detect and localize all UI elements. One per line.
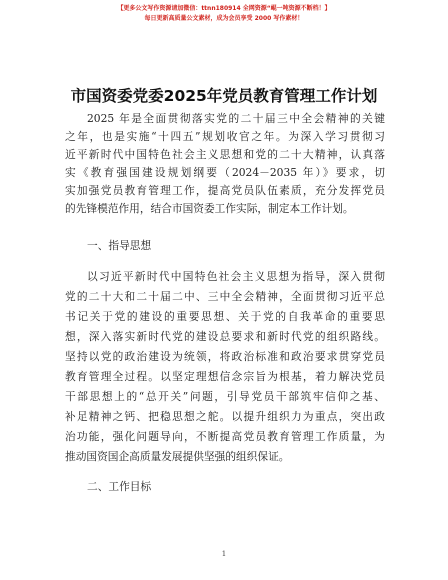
document-title: 市国资委党委2025年党员教育管理工作计划 — [70, 87, 378, 105]
paragraph-line: 治功能，强化问题导向，不断提高党员教育管理工作质量，为 — [65, 430, 385, 443]
paragraph-line: 教育管理全过程。以坚定理想信念宗旨为根基，着力解决党员 — [65, 370, 385, 383]
paragraph-line: 坚持以党的政治建设为统领，将政治标准和政治要求贯穿党员 — [65, 350, 385, 363]
promo-banner-line-1: 【更多公文写作资源请加微信：ttnn180914 全网资源“崐一吨资源不断档！】 — [117, 5, 331, 12]
paragraph-line: 书记关于党的建设的重要思想、关于党的自我革命的重要思 — [65, 310, 385, 323]
paragraph-line: 以习近平新时代中国特色社会主义思想为指导，深入贯彻 — [87, 270, 385, 283]
promo-banner-line-2: 每日更新高质量公文素材，成为会员享受 2000 写作素材！ — [144, 15, 304, 22]
section-heading-work-goals: 二、工作目标 — [87, 480, 152, 493]
paragraph-line: 近平新时代中国特色社会主义思想和党的二十大精神，认真落 — [65, 148, 385, 161]
page-number: 1 — [221, 550, 227, 558]
paragraph-line: 的先锋模范作用，结合市国资委工作实际，制定本工作计划。 — [65, 202, 354, 215]
paragraph-line: 党的二十大和二十届二中、三中全会精神，全面贯彻习近平总 — [65, 290, 385, 303]
paragraph-line: 补足精神之钙、把稳思想之舵。以提升组织力为重点，突出政 — [65, 410, 385, 423]
paragraph-line: 2025 年是全面贯彻落实党的二十届三中全会精神的关键 — [87, 112, 385, 125]
paragraph-line: 实《教育强国建设规划纲要（2024－2035 年）》要求，切 — [65, 166, 385, 179]
paragraph-line: 之年，也是实施“十四五”规划收官之年。为深入学习贯彻习 — [65, 130, 385, 143]
paragraph-line: 干部思想上的“总开关”问题，引导党员干部筑牢信仰之基、 — [65, 390, 385, 403]
paragraph-line: 想，深入落实新时代党的建设总要求和新时代党的组织路线。 — [65, 330, 385, 343]
paragraph-line: 推动国资国企高质量发展提供坚强的组织保证。 — [65, 450, 290, 463]
section-heading-guiding-ideology: 一、指导思想 — [87, 239, 152, 252]
paragraph-line: 实加强党员教育管理工作，提高党员队伍素质，充分发挥党员 — [65, 184, 385, 197]
